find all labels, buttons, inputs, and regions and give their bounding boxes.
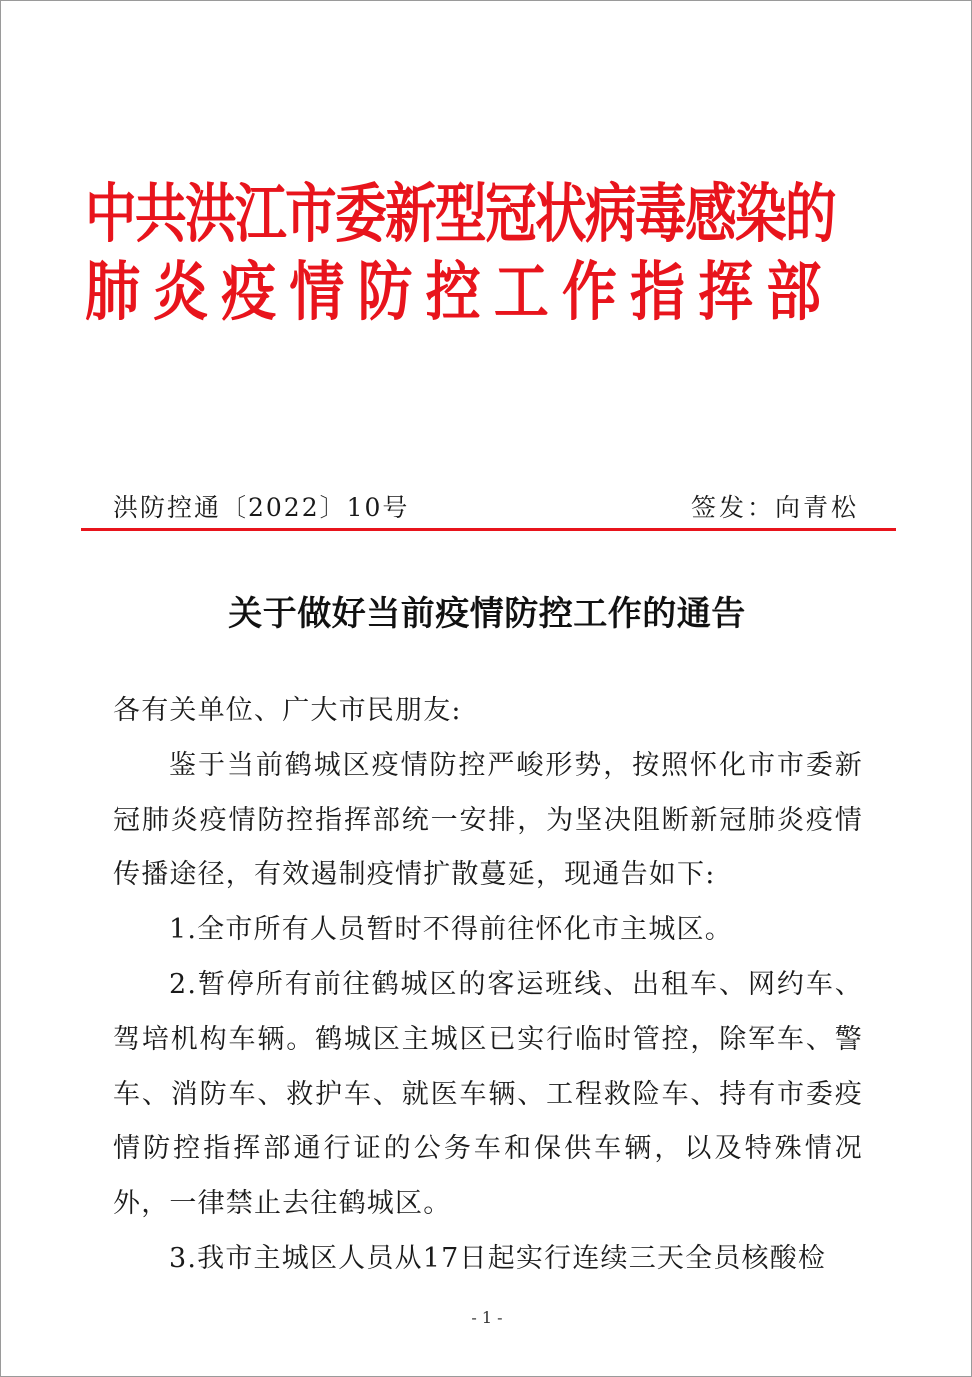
salutation: 各有关单位、广大市民朋友: — [113, 695, 462, 726]
page-number: - 1 - — [471, 1308, 503, 1327]
signer: 签发：向青松 — [690, 493, 859, 522]
red-divider — [81, 528, 896, 531]
paragraph: 3.我市主城区人员从17日起实行连续三天全员核酸检 — [169, 1242, 827, 1274]
notice-body — [113, 684, 863, 1287]
header-title-line1: 中共洪江市委新型冠状病毒感染的 — [85, 178, 835, 252]
header-title-line2: 肺炎疫情防控工作指挥部 — [85, 256, 835, 330]
paragraph: 1.全市所有人员暂时不得前往怀化市主城区。 — [169, 914, 733, 946]
paragraph: 鉴于当前鹤城区疫情防控严峻形势，按照怀化市市委新冠肺炎疫情防控指挥部统一安排，为坚决阻断新冠肺炎疫情传播途径，有效遏制疫情扩散蔓延，现通告如下: — [113, 749, 863, 891]
paragraph: 2.暂停所有前往鹤城区的客运班线、出租车、网约车、驾培机构车辆。鹤城区主城区已实行临时管控，除军车、警车、消防车、救护车、就医车辆、工程救险车、持有市委疫情防控指挥部通行证的公务车和保供车辆，以及特殊情况外，一律禁止去往鹤城区。 — [113, 968, 863, 1220]
notice-title: 关于做好当前疫情防控工作的通告 — [228, 594, 746, 634]
document-number: 洪防控通〔2022〕10号 — [113, 493, 410, 522]
